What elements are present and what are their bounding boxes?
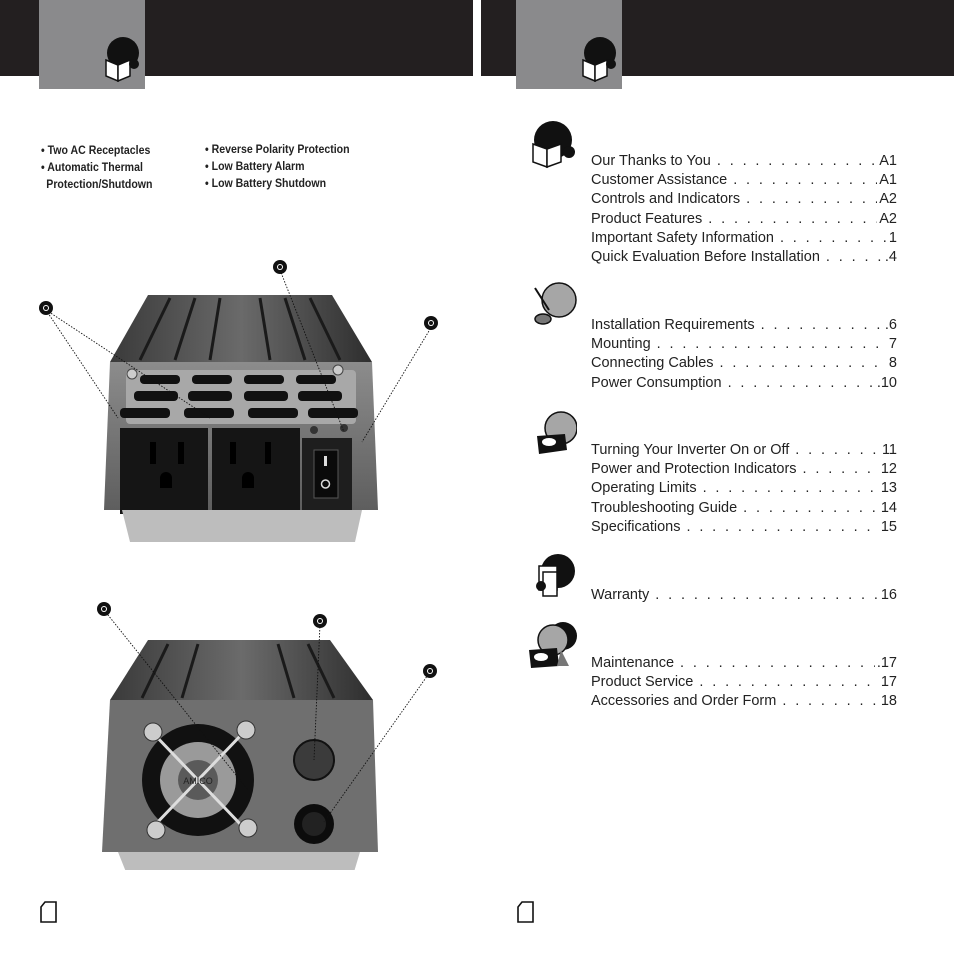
toc-entry[interactable] bbox=[591, 335, 897, 354]
toc-entry[interactable] bbox=[591, 152, 897, 171]
toc-entry-page: A2 bbox=[879, 210, 897, 227]
toc-entry-page: 11 bbox=[881, 442, 897, 458]
toc-leader bbox=[789, 441, 880, 460]
feature-item: • Low Battery Alarm bbox=[205, 159, 305, 173]
feature-list-col1 bbox=[41, 142, 173, 193]
toc-leader bbox=[711, 152, 877, 171]
toc-entry-title: Customer Assistance bbox=[591, 172, 728, 189]
toc-entry-page: 1 bbox=[888, 229, 897, 246]
book-icon bbox=[527, 120, 577, 170]
toc-leader bbox=[649, 586, 879, 605]
toc-section-4 bbox=[591, 586, 897, 605]
header-tab-right bbox=[516, 0, 622, 89]
toc-entry-title: Accessories and Order Form bbox=[591, 693, 777, 710]
toc-entry[interactable] bbox=[591, 248, 897, 267]
toc-entry[interactable] bbox=[591, 210, 897, 229]
toc-entry-title: Important Safety Information bbox=[591, 229, 774, 246]
toc-entry-page: 8 bbox=[888, 355, 897, 372]
toc-entry-title: Troubleshooting Guide bbox=[591, 499, 738, 516]
toc-entry-title: Specifications bbox=[591, 518, 681, 535]
feature-item: • Two AC Receptacles bbox=[41, 143, 151, 157]
toc-entry[interactable] bbox=[591, 499, 897, 518]
installation-icon bbox=[527, 282, 577, 332]
toc-entry-title: Quick Evaluation Before Installation bbox=[591, 249, 820, 266]
toc-entry[interactable] bbox=[591, 374, 897, 393]
toc-entry-page: A1 bbox=[879, 153, 897, 169]
toc-entry[interactable] bbox=[591, 518, 897, 537]
toc-section-3 bbox=[591, 441, 897, 537]
toc-entry-page: 15 bbox=[880, 518, 897, 535]
toc-entry[interactable] bbox=[591, 354, 897, 373]
toc-entry-page: .6 bbox=[884, 317, 897, 333]
toc-entry-page: 14 bbox=[880, 499, 897, 516]
header-tab-left bbox=[39, 0, 145, 89]
toc-entry-title: Turning Your Inverter On or Off bbox=[591, 442, 790, 458]
callout-marker bbox=[423, 664, 437, 678]
toc-entry[interactable] bbox=[591, 654, 897, 673]
toc-leader bbox=[740, 190, 877, 209]
toc-entry-title: Power Consumption bbox=[591, 374, 722, 391]
toc-leader bbox=[680, 518, 878, 537]
toc-leader bbox=[674, 654, 875, 673]
fan-brand-label: AMICO bbox=[183, 776, 213, 786]
toc-entry-page: .10 bbox=[876, 374, 897, 391]
toc-entry-title: Product Service bbox=[591, 674, 694, 691]
feature-item: • Reverse Polarity Protection bbox=[205, 142, 350, 156]
toc-entry-title: Our Thanks to You bbox=[591, 153, 711, 169]
toc-section-5 bbox=[591, 654, 897, 712]
toc-entry-page: A1 bbox=[879, 172, 897, 189]
toc-entry[interactable] bbox=[591, 460, 897, 479]
toc-entry-page: .4 bbox=[884, 249, 897, 266]
callout-marker bbox=[39, 301, 53, 315]
inverter-front-photo bbox=[100, 270, 400, 550]
callout-marker bbox=[424, 316, 438, 330]
toc-entry-title: Warranty bbox=[591, 587, 650, 603]
feature-item: Protection/Shutdown bbox=[46, 177, 153, 191]
toc-leader bbox=[737, 499, 879, 518]
toc-entry[interactable] bbox=[591, 673, 897, 692]
toc-leader bbox=[722, 374, 875, 393]
toc-section-2 bbox=[591, 316, 897, 393]
toc-entry[interactable] bbox=[591, 190, 897, 209]
toc-entry-page: A2 bbox=[879, 191, 897, 208]
feature-list-col2 bbox=[205, 141, 372, 192]
feature-item: • Low Battery Shutdown bbox=[205, 176, 327, 190]
toc-entry[interactable] bbox=[591, 692, 897, 711]
book-icon bbox=[103, 36, 139, 82]
page-number-box-right bbox=[517, 901, 534, 923]
toc-entry-title: Installation Requirements bbox=[591, 317, 755, 333]
toc-leader bbox=[820, 248, 883, 267]
toc-entry-page: 13 bbox=[880, 480, 897, 497]
toc-entry[interactable] bbox=[591, 171, 897, 190]
toc-entry-page: 12 bbox=[880, 461, 897, 478]
toc-leader bbox=[774, 229, 887, 248]
feature-item: • Automatic Thermal bbox=[41, 160, 143, 174]
toc-entry-title: Mounting bbox=[591, 336, 651, 353]
toc-leader bbox=[697, 479, 879, 498]
toc-entry-title: Power and Protection Indicators bbox=[591, 461, 797, 478]
toc-leader bbox=[755, 316, 883, 335]
toc-entry[interactable] bbox=[591, 586, 897, 605]
operation-icon bbox=[527, 410, 577, 460]
toc-leader bbox=[714, 354, 887, 373]
toc-entry[interactable] bbox=[591, 316, 897, 335]
toc-entry-title: Connecting Cables bbox=[591, 355, 714, 372]
toc-section-1 bbox=[591, 152, 897, 267]
callout-marker bbox=[97, 602, 111, 616]
toc-entry-page: .17 bbox=[876, 655, 897, 671]
service-icon bbox=[527, 620, 577, 670]
toc-leader bbox=[797, 460, 879, 479]
toc-entry-page: 18 bbox=[880, 693, 897, 710]
toc-entry-title: Operating Limits bbox=[591, 480, 697, 497]
toc-entry[interactable] bbox=[591, 229, 897, 248]
toc-entry[interactable] bbox=[591, 479, 897, 498]
callout-marker bbox=[273, 260, 287, 274]
toc-leader bbox=[727, 171, 877, 190]
warranty-icon bbox=[527, 552, 577, 602]
toc-entry-page: 17 bbox=[880, 674, 897, 691]
toc-leader bbox=[651, 335, 887, 354]
toc-leader bbox=[702, 210, 877, 229]
book-icon bbox=[580, 36, 616, 82]
toc-entry-title: Maintenance bbox=[591, 655, 675, 671]
callout-marker bbox=[313, 614, 327, 628]
toc-entry-page: 7 bbox=[888, 336, 897, 353]
toc-entry-page: 16 bbox=[880, 587, 897, 603]
toc-leader bbox=[776, 692, 879, 711]
page-number-box-left bbox=[40, 901, 57, 923]
inverter-back-photo bbox=[98, 620, 388, 870]
toc-entry-title: Controls and Indicators bbox=[591, 191, 741, 208]
toc-leader bbox=[693, 673, 879, 692]
toc-entry-title: Product Features bbox=[591, 210, 703, 227]
toc-entry[interactable] bbox=[591, 441, 897, 460]
